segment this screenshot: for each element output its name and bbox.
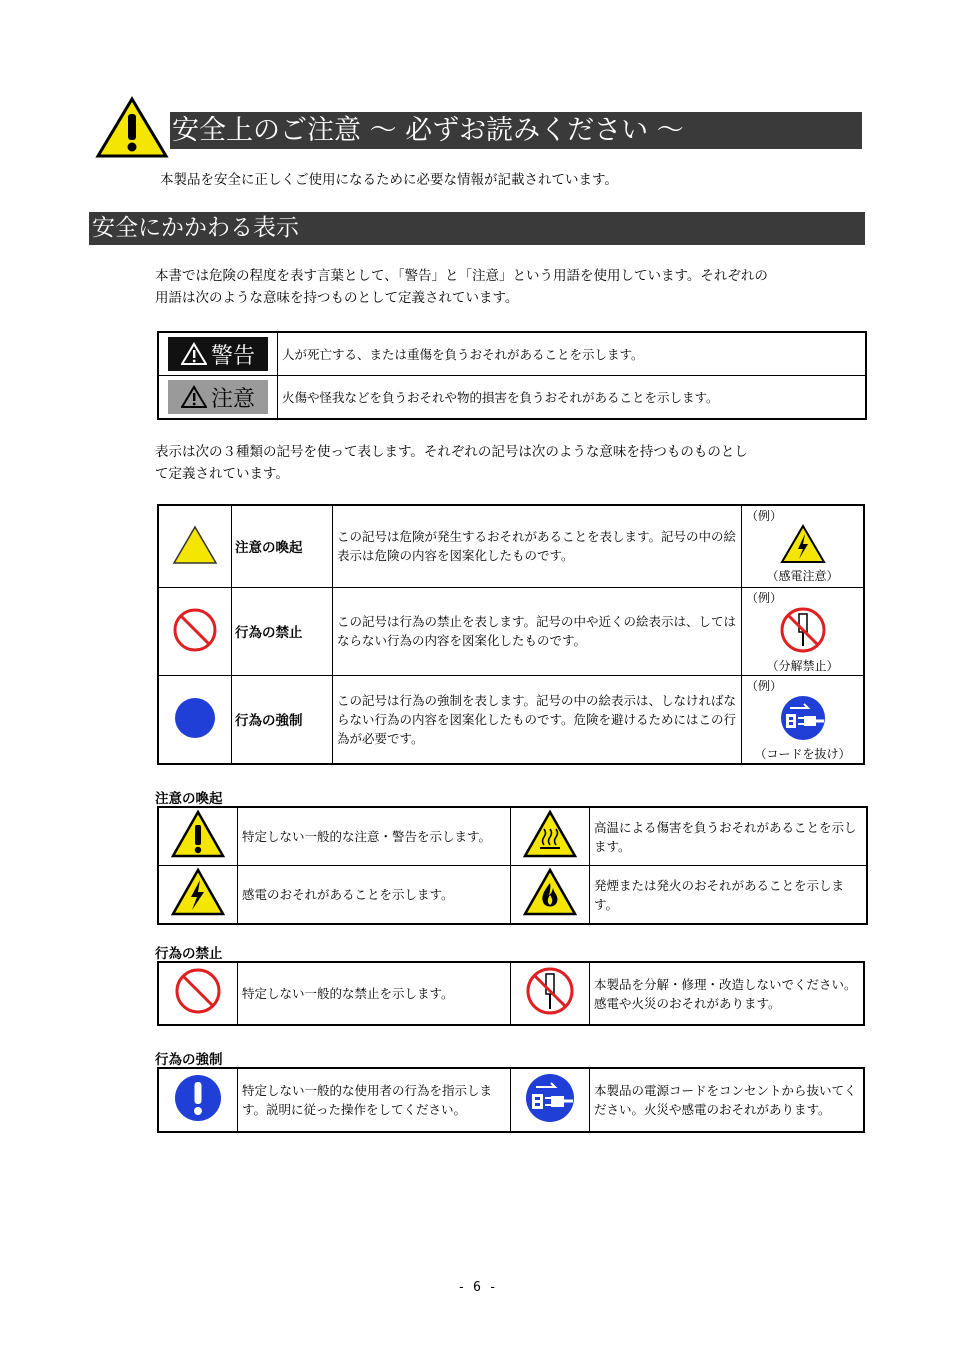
high-temperature-icon (522, 809, 578, 859)
symbol-label: 注意の喚起 (232, 505, 333, 587)
symbol-label: 行為の禁止 (232, 587, 333, 675)
warning-badge (168, 337, 268, 371)
unplug-icon (523, 1072, 577, 1124)
prohibition-icon (171, 606, 219, 654)
example-head: （例） (746, 590, 783, 605)
icon-cell (511, 962, 590, 1025)
no-disassembly-icon (779, 606, 827, 654)
electric-shock-icon (170, 867, 226, 917)
general-instruction-text: 特定しない一般的な使用者の行為を指示します。説明に従った操作をしてください。 (238, 1068, 511, 1132)
general-prohibition-text: 特定しない一般的な禁止を示します。 (238, 962, 511, 1025)
table-row (158, 376, 866, 420)
caution-table (157, 806, 868, 925)
paragraph-2-line: 表示は次の３種類の記号を使って表します。それぞれの記号は次のような意味を持つものものとし (155, 444, 748, 460)
paragraph-2-line: て定義されています。 (155, 466, 289, 482)
symbol-description: この記号は行為の禁止を表します。記号の中や近くの絵表示は、してはならない行為の内容を図案化したものです。 (333, 587, 742, 675)
caution-description: 火傷や怪我などを負うおそれや物的損害を負うおそれがあることを示します。 (278, 376, 867, 420)
warning-triangle-icon (181, 342, 207, 366)
unplug-icon (778, 694, 828, 742)
intro-text: 本製品を安全に正しくご使用になるために必要な情報が記載されています。 (160, 172, 618, 188)
caution-badge-label: 注意 (210, 386, 255, 412)
warning-triangle-icon (95, 96, 169, 159)
icon-cell (511, 1068, 590, 1132)
mandatory-table (157, 1067, 865, 1133)
signal-word-table (157, 331, 867, 420)
prohibit-table (157, 961, 865, 1026)
table-row (158, 505, 864, 587)
general-prohibition-icon (173, 966, 223, 1016)
icon-cell (158, 962, 238, 1025)
table-row (158, 675, 864, 764)
example-cell (742, 505, 865, 587)
page-title: 安全上のご注意 〜 必ずお読みください 〜 (170, 112, 862, 149)
icon-cell (158, 1068, 238, 1132)
fire-icon (522, 867, 578, 917)
page-number: - 6 - (457, 1280, 497, 1295)
no-disassembly-text: 本製品を分解・修理・改造しないでください。感電や火災のおそれがあります。 (590, 962, 865, 1025)
paragraph-1-line: 用語は次のような意味を持つものとして定義されています。 (155, 290, 519, 306)
no-disassembly-icon (524, 965, 576, 1017)
badge-cell (158, 376, 278, 420)
icon-cell (158, 807, 238, 866)
mandatory-circle-icon (173, 696, 217, 740)
high-temperature-text: 高温による傷害を負うおそれがあることを示します。 (590, 807, 868, 866)
example-caption: （コードを抜け） (754, 746, 851, 761)
paragraph-1 (155, 265, 867, 309)
general-caution-icon (170, 809, 226, 859)
unplug-text: 本製品の電源コードをコンセントから抜いてください。火災や感電のおそれがあります。 (590, 1068, 865, 1132)
warning-badge-label: 警告 (210, 343, 255, 369)
warning-description: 人が死亡する、または重傷を負うおそれがあることを示します。 (278, 332, 867, 376)
badge-cell (158, 332, 278, 376)
general-caution-text: 特定しない一般的な注意・警告を示します。 (238, 807, 511, 866)
table-row (158, 587, 864, 675)
warning-triangle-icon (181, 385, 207, 409)
symbol-label: 行為の強制 (232, 675, 333, 764)
electric-shock-icon (780, 524, 826, 564)
mandatory-heading: 行為の強制 (155, 1052, 223, 1068)
caution-heading: 注意の喚起 (155, 791, 223, 807)
symbol-cell (158, 587, 232, 675)
table-row (158, 962, 864, 1025)
example-head: （例） (746, 509, 783, 523)
table-row (158, 332, 866, 376)
symbol-cell (158, 675, 232, 764)
symbol-description: この記号は危険が発生するおそれがあることを表します。記号の中の絵表示は危険の内容を図案化したものです。 (333, 505, 742, 587)
icon-cell (158, 866, 238, 925)
caution-badge (168, 380, 268, 414)
table-row (158, 807, 867, 866)
symbol-types-table (157, 504, 865, 765)
example-caption: （分解禁止） (766, 658, 839, 673)
example-head: （例） (746, 678, 783, 693)
table-row (158, 866, 867, 925)
symbol-cell (158, 505, 232, 587)
prohibit-heading: 行為の禁止 (155, 946, 223, 962)
paragraph-2 (155, 441, 867, 485)
fire-text: 発煙または発火のおそれがあることを示します。 (590, 866, 868, 925)
symbol-description: この記号は行為の強制を表します。記号の中の絵表示は、しなければならない行為の内容を図案化したものです。危険を避けるためにはこの行為が必要です。 (333, 675, 742, 764)
example-caption: （感電注意） (766, 569, 839, 583)
electric-shock-text: 感電のおそれがあることを示します。 (238, 866, 511, 925)
icon-cell (511, 807, 590, 866)
icon-cell (511, 866, 590, 925)
example-cell (742, 587, 865, 675)
section-title: 安全にかかわる表示 (89, 212, 865, 245)
caution-triangle-icon (171, 524, 219, 566)
example-cell (742, 675, 865, 764)
paragraph-1-line: 本書では危険の程度を表す言葉として、「警告」と「注意」という用語を使用しています。それぞれの (155, 268, 768, 284)
table-row (158, 1068, 864, 1132)
general-instruction-icon (172, 1072, 224, 1124)
